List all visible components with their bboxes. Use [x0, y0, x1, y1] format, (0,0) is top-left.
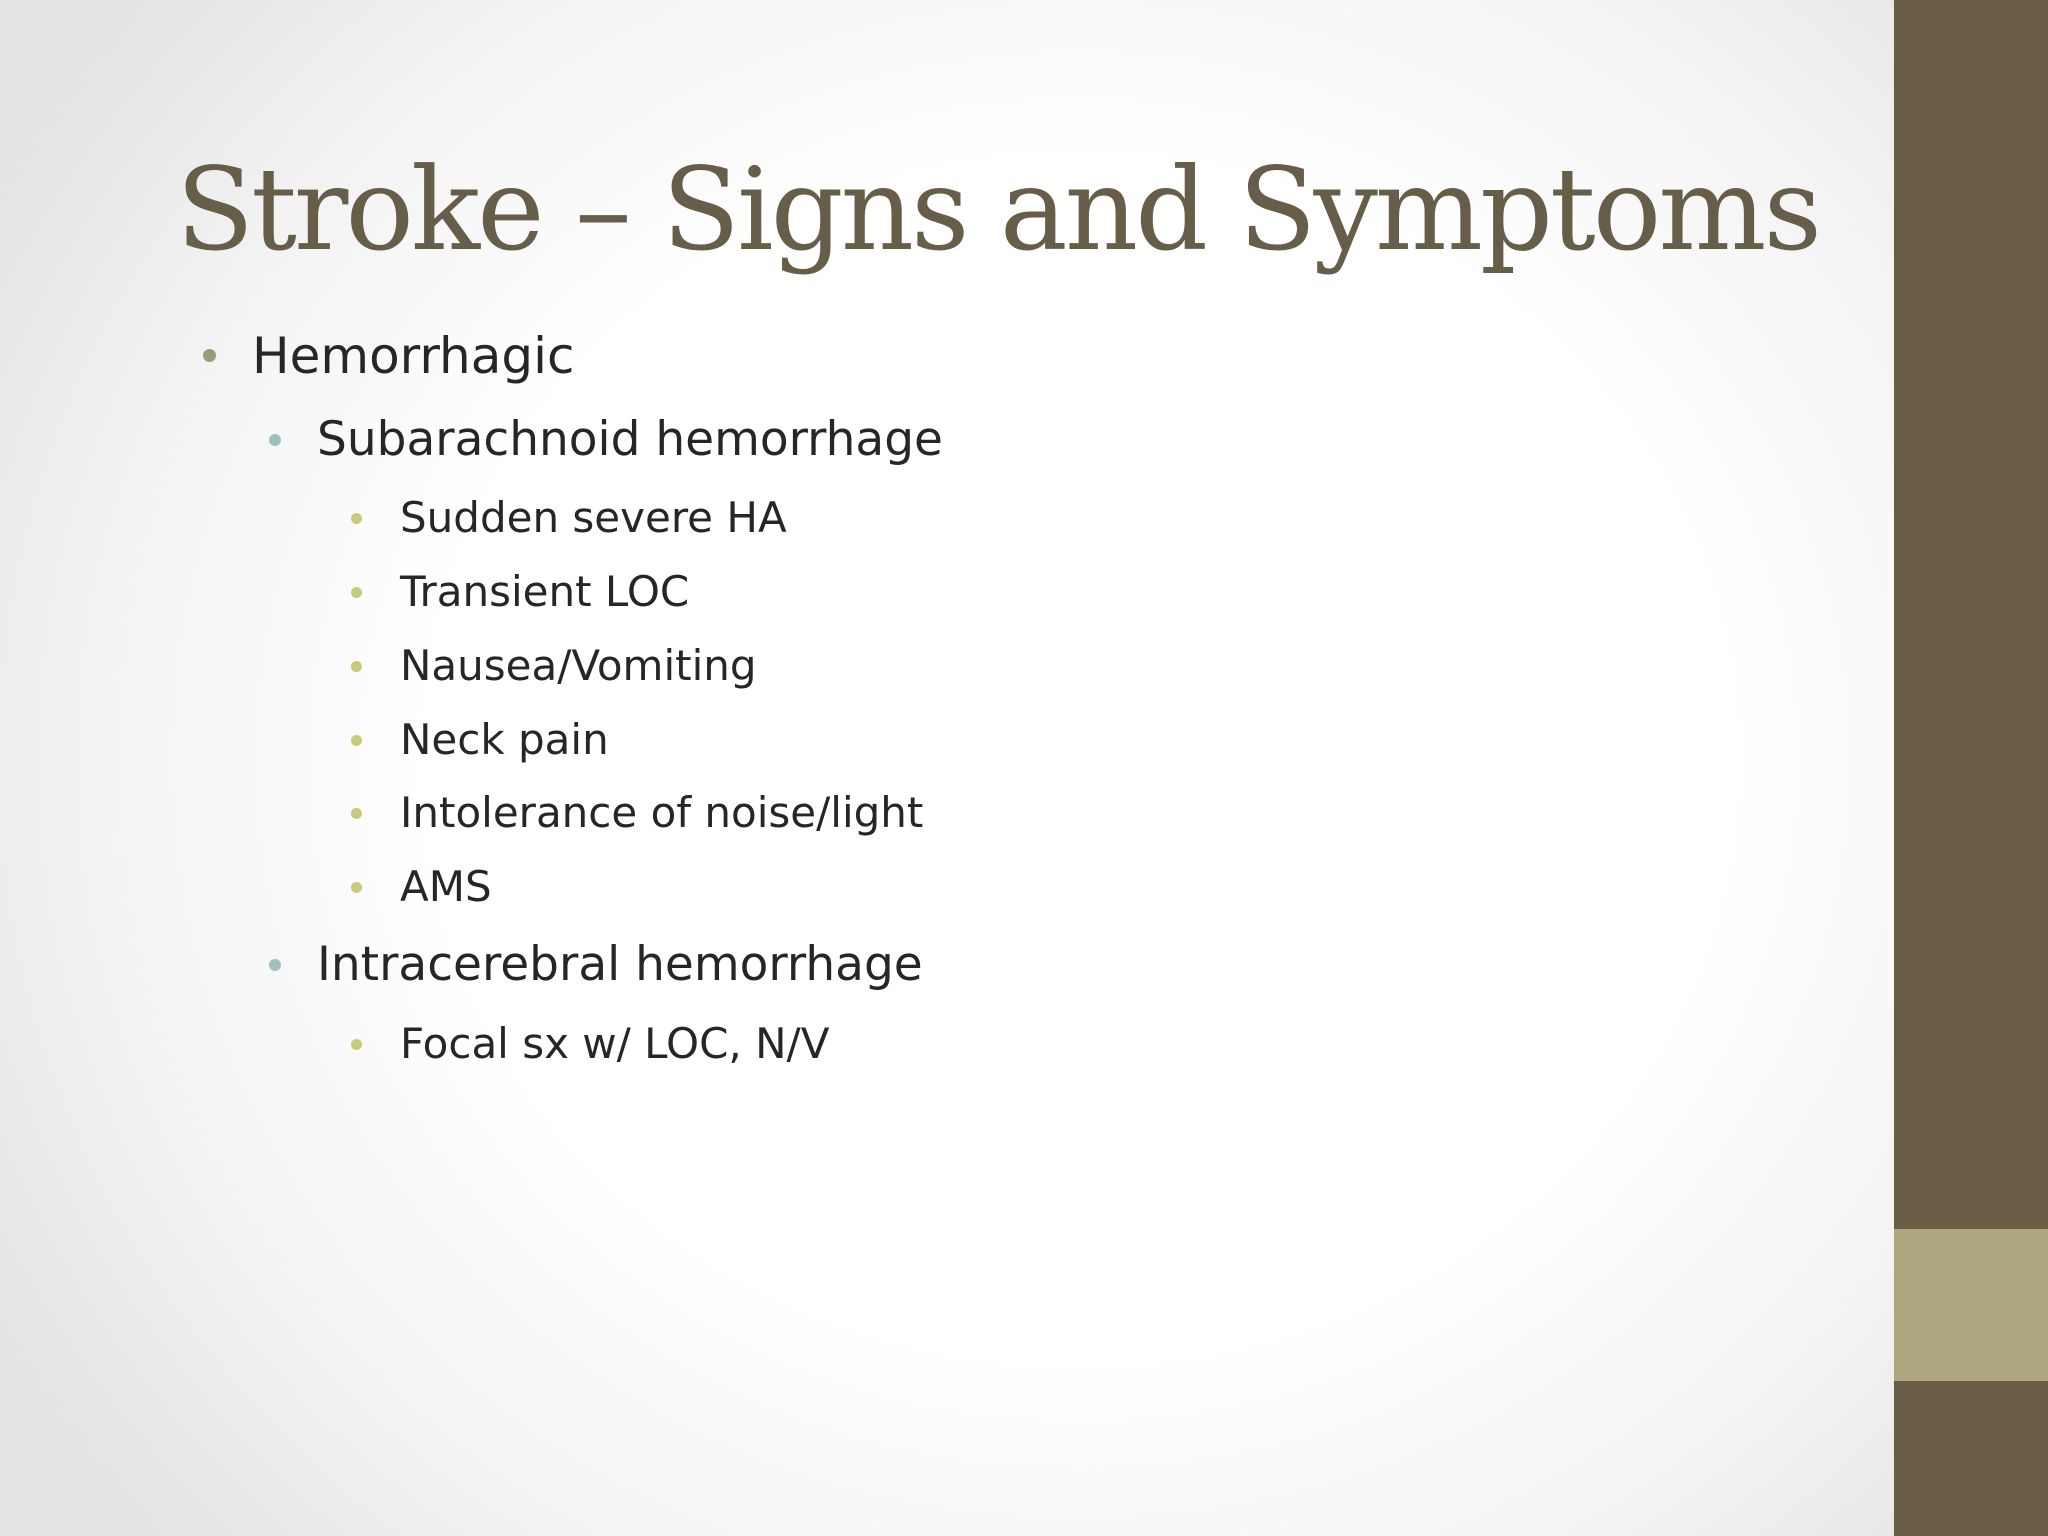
bullet-sudden-severe-ha: Sudden severe HA [400, 493, 787, 542]
bullet-dot-icon [351, 513, 362, 524]
bullet-nausea-vomiting: Nausea/Vomiting [400, 641, 757, 690]
bullet-dot-icon [269, 959, 281, 971]
bullet-subarachnoid-hemorrhage: Subarachnoid hemorrhage [317, 412, 943, 467]
side-bar-accent [1894, 1229, 2048, 1381]
bullet-dot-icon [203, 349, 216, 362]
bullet-intolerance-noise-light: Intolerance of noise/light [400, 788, 924, 837]
bullet-focal-sx: Focal sx w/ LOC, N/V [400, 1019, 830, 1068]
bullet-dot-icon [351, 735, 362, 746]
bullet-neck-pain: Neck pain [400, 715, 609, 764]
bullet-dot-icon [351, 661, 362, 672]
slide-title: Stroke – Signs and Symptoms [176, 143, 1819, 276]
bullet-dot-icon [351, 587, 362, 598]
bullet-dot-icon [351, 882, 362, 893]
bullet-intracerebral-hemorrhage: Intracerebral hemorrhage [317, 937, 923, 992]
bullet-dot-icon [269, 434, 281, 446]
bullet-transient-loc: Transient LOC [400, 567, 690, 616]
bullet-ams: AMS [400, 862, 492, 911]
bullet-dot-icon [351, 1039, 362, 1050]
bullet-dot-icon [351, 808, 362, 819]
bullet-hemorrhagic: Hemorrhagic [252, 327, 575, 385]
